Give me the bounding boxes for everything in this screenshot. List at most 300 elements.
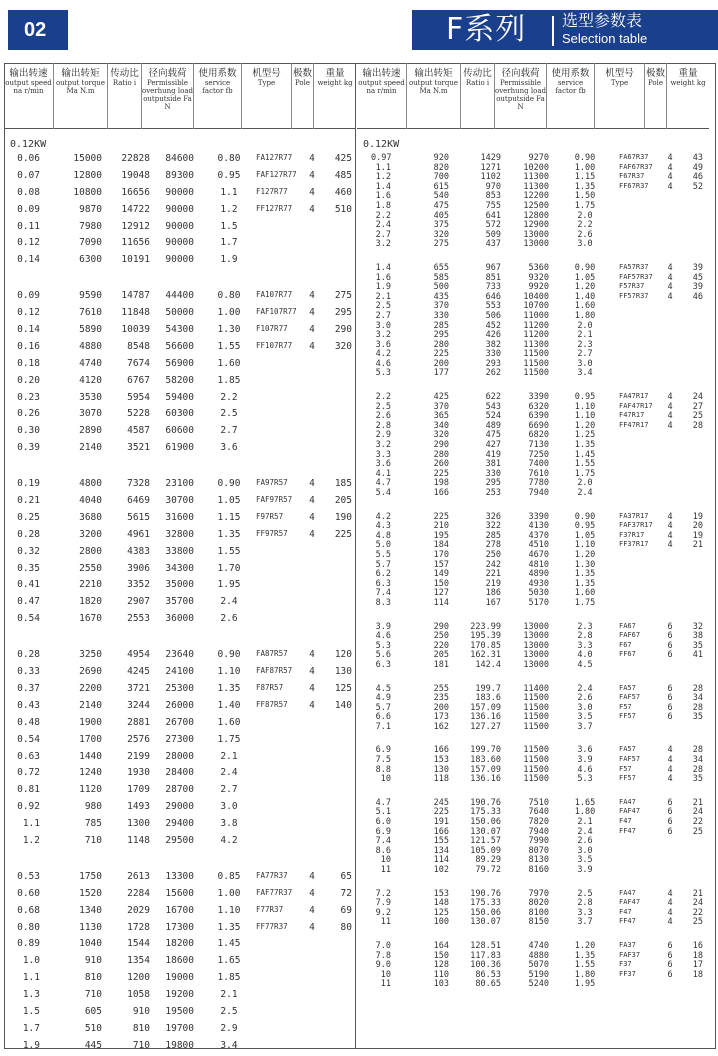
output-torque-cell: 615	[433, 181, 449, 192]
output-torque-cell: 114	[433, 597, 449, 608]
ratio-cell: 127.27	[470, 721, 501, 732]
row-group	[4, 478, 356, 630]
ratio-cell: 322	[485, 521, 501, 532]
output-speed-cell: 6.9	[375, 826, 391, 837]
pole-cell: 4	[667, 511, 673, 522]
service-factor-cell: 2.8	[577, 898, 593, 909]
ratio-cell: 1930	[127, 767, 150, 779]
pole-cell: 6	[667, 950, 673, 961]
table-row	[357, 488, 709, 498]
output-torque-cell: 1700	[79, 733, 102, 745]
output-torque-cell: 10800	[73, 186, 102, 198]
overhung-load-cell: 56900	[165, 357, 194, 369]
pole-cell: 6	[667, 797, 673, 808]
ratio-cell: 117.83	[470, 950, 501, 961]
service-factor-cell: 2.4	[220, 596, 238, 608]
output-torque-cell: 540	[433, 191, 449, 202]
overhung-load-cell: 89300	[165, 169, 194, 181]
table-row	[4, 495, 356, 512]
overhung-load-cell: 90000	[165, 254, 194, 266]
output-speed-cell: 7.5	[375, 755, 391, 766]
ratio-cell: 253	[485, 488, 501, 498]
ratio-cell: 5228	[127, 408, 150, 420]
ratio-cell: 11656	[121, 237, 150, 249]
ratio-cell: 381	[485, 459, 501, 470]
output-torque-cell: 150	[433, 578, 449, 589]
ratio-cell: 755	[485, 200, 501, 211]
service-factor-cell: 0.95	[574, 521, 596, 532]
output-torque-cell: 166	[433, 745, 449, 756]
output-torque-cell: 290	[433, 440, 449, 451]
column-header-en: Type	[610, 79, 629, 87]
output-torque-cell: 225	[433, 468, 449, 479]
ratio-cell: 130.07	[470, 826, 501, 837]
overhung-load-cell: 19700	[165, 1022, 194, 1034]
pole-cell: 4	[667, 153, 673, 163]
overhung-load-cell: 4930	[528, 578, 549, 589]
overhung-load-cell: 11000	[523, 310, 549, 321]
ratio-cell: 190.76	[470, 888, 501, 899]
pole-cell: 6	[667, 969, 673, 980]
overhung-load-cell: 23100	[165, 478, 194, 490]
table-row	[4, 835, 356, 852]
table-row	[4, 324, 356, 341]
service-factor-cell: 2.3	[577, 621, 593, 632]
table-header	[357, 63, 709, 129]
type-cell: FAF127R77	[256, 169, 297, 179]
ratio-cell: 183.60	[470, 755, 501, 766]
output-torque-cell: 198	[433, 478, 449, 489]
service-factor-cell: 2.1	[220, 989, 238, 1001]
pole-cell: 6	[667, 826, 673, 837]
table-row	[357, 469, 709, 479]
table-row	[357, 712, 709, 722]
overhung-load-cell: 11500	[523, 349, 549, 360]
service-factor-cell: 5.3	[577, 774, 593, 785]
ratio-cell: 3521	[127, 442, 150, 454]
service-factor-cell: 1.55	[574, 960, 596, 971]
output-torque-cell: 295	[433, 330, 449, 341]
type-cell: FF87R57	[256, 699, 288, 709]
output-speed-cell: 0.28	[17, 528, 40, 540]
ratio-cell: 10039	[121, 324, 150, 336]
column-header-en: output speed na r/min	[358, 79, 405, 95]
weight-cell: 49	[692, 162, 703, 173]
output-torque-cell: 170	[433, 549, 449, 560]
service-factor-cell: 3.9	[577, 755, 593, 766]
weight-cell: 32	[692, 621, 703, 632]
ratio-cell: 2199	[127, 750, 150, 762]
pole-cell: 4	[667, 888, 673, 899]
output-torque-cell: 1900	[79, 716, 102, 728]
table-row	[357, 817, 709, 827]
pole-cell: 4	[309, 528, 315, 540]
type-cell: FA47	[619, 797, 636, 806]
title-divider	[552, 16, 554, 46]
overhung-load-cell: 28000	[165, 750, 194, 762]
output-torque-cell: 285	[433, 320, 449, 331]
service-factor-cell: 1.80	[574, 969, 596, 980]
pole-cell: 4	[309, 324, 315, 336]
weight-cell: 35	[692, 712, 703, 723]
service-factor-cell: 1.5	[220, 220, 238, 232]
overhung-load-cell: 58200	[165, 374, 194, 386]
table-row	[357, 970, 709, 980]
output-speed-cell: 5.0	[375, 540, 391, 551]
column-header-cn: 径向载荷	[501, 68, 540, 79]
table-row	[357, 512, 709, 522]
weight-cell: 45	[692, 272, 703, 283]
type-cell: F37R17	[619, 530, 645, 539]
output-torque-cell: 4040	[79, 495, 102, 507]
service-factor-cell: 2.1	[577, 817, 593, 828]
weight-cell: 460	[334, 186, 352, 198]
output-speed-cell: 6.9	[375, 745, 391, 756]
table-row	[4, 784, 356, 801]
overhung-load-cell: 36000	[165, 613, 194, 625]
table-row	[357, 411, 709, 421]
output-torque-cell: 1040	[79, 938, 102, 950]
output-torque-cell: 810	[84, 972, 102, 984]
pole-cell: 4	[309, 153, 315, 164]
overhung-load-cell: 24100	[165, 666, 194, 678]
output-torque-cell: 340	[433, 420, 449, 431]
service-factor-cell: 0.90	[574, 153, 596, 163]
output-torque-cell: 2210	[79, 579, 102, 591]
output-torque-cell: 195	[433, 530, 449, 541]
weight-cell: 28	[692, 702, 703, 713]
weight-cell: 320	[334, 340, 352, 352]
service-factor-cell: 1.45	[217, 938, 241, 950]
table-row	[4, 888, 356, 905]
pole-cell: 4	[667, 907, 673, 918]
overhung-load-cell: 7940	[528, 826, 549, 837]
output-speed-cell: 1.1	[22, 818, 40, 830]
overhung-load-cell: 23640	[165, 649, 194, 661]
table-row	[4, 358, 356, 375]
pole-cell: 6	[667, 817, 673, 828]
overhung-load-cell: 90000	[165, 186, 194, 198]
service-factor-cell: 1.35	[217, 682, 241, 694]
table-row	[357, 579, 709, 589]
weight-cell: 120	[334, 649, 352, 661]
weight-cell: 21	[692, 540, 703, 551]
ratio-cell: 506	[485, 310, 501, 321]
output-torque-cell: 225	[433, 349, 449, 360]
output-torque-cell: 157	[433, 559, 449, 570]
overhung-load-cell: 7640	[528, 807, 549, 818]
output-speed-cell: 0.33	[17, 666, 40, 678]
service-factor-cell: 1.85	[217, 374, 241, 386]
ratio-cell: 14787	[121, 290, 150, 302]
service-factor-cell: 1.75	[574, 597, 596, 608]
service-factor-cell: 1.60	[574, 588, 596, 599]
service-factor-cell: 2.5	[220, 408, 238, 420]
overhung-load-cell: 6690	[528, 420, 549, 431]
type-cell: F47R17	[619, 411, 645, 420]
output-speed-cell: 4.8	[375, 530, 391, 541]
table-row	[357, 836, 709, 846]
overhung-load-cell: 8160	[528, 865, 549, 875]
output-torque-cell: 1130	[79, 921, 102, 933]
overhung-load-cell: 9270	[528, 153, 549, 163]
service-factor-cell: 4.6	[577, 764, 593, 775]
ratio-cell: 199.7	[475, 683, 501, 694]
service-factor-cell: 1.7	[220, 237, 238, 249]
column-header-en: weight kg	[670, 79, 706, 87]
table-row	[357, 201, 709, 211]
type-cell: F57	[619, 764, 632, 773]
output-torque-cell: 155	[433, 836, 449, 847]
pole-cell: 4	[309, 340, 315, 352]
ratio-cell: 7328	[127, 478, 150, 490]
table-row	[4, 478, 356, 495]
service-factor-cell: 3.3	[577, 907, 593, 918]
service-factor-cell: 2.6	[577, 693, 593, 704]
output-speed-cell: 10	[380, 774, 391, 785]
column-header-en: Pole	[647, 79, 664, 87]
type-cell: FAF107R77	[256, 307, 297, 317]
table-row	[4, 649, 356, 666]
output-speed-cell: 0.30	[17, 425, 40, 437]
output-torque-cell: 3200	[79, 528, 102, 540]
type-cell: FA67R37	[619, 153, 649, 161]
service-factor-cell: 3.0	[577, 702, 593, 713]
output-torque-cell: 785	[84, 818, 102, 830]
service-factor-cell: 1.15	[217, 511, 241, 523]
overhung-load-cell: 7780	[528, 478, 549, 489]
overhung-load-cell: 9920	[528, 282, 549, 293]
column-header	[357, 63, 407, 129]
column-header-cn: 传动比	[110, 68, 139, 79]
overhung-load-cell: 11500	[523, 764, 549, 775]
service-factor-cell: 0.90	[217, 478, 241, 490]
service-factor-cell: 4.0	[577, 650, 593, 661]
output-speed-cell: 0.12	[17, 237, 40, 249]
output-torque-cell: 225	[433, 807, 449, 818]
weight-cell: 34	[692, 755, 703, 766]
output-speed-cell: 0.21	[17, 495, 40, 507]
pole-cell: 4	[309, 921, 315, 933]
overhung-load-cell: 13000	[523, 239, 549, 250]
left-table	[4, 63, 356, 1049]
overhung-load-cell: 11500	[523, 358, 549, 369]
output-torque-cell: 280	[433, 449, 449, 460]
type-cell: F57R37	[619, 282, 645, 291]
ratio-cell: 475	[485, 430, 501, 441]
weight-cell: 510	[334, 203, 352, 215]
ratio-cell: 2613	[127, 870, 150, 882]
overhung-load-cell: 32800	[165, 528, 194, 540]
output-torque-cell: 710	[84, 834, 102, 846]
table-row	[357, 478, 709, 488]
output-torque-cell: 191	[433, 817, 449, 828]
table-row	[4, 666, 356, 683]
weight-cell: 140	[334, 699, 352, 711]
pole-cell: 4	[667, 917, 673, 928]
service-factor-cell: 1.40	[217, 699, 241, 711]
table-row	[4, 153, 356, 170]
ratio-cell: 4383	[127, 545, 150, 557]
type-cell: FAF47	[619, 807, 641, 816]
service-factor-cell: 1.60	[217, 357, 241, 369]
service-factor-cell: 1.60	[217, 716, 241, 728]
overhung-load-cell: 19200	[165, 989, 194, 1001]
output-torque-cell: 118	[433, 774, 449, 785]
weight-cell: 18	[692, 950, 703, 961]
overhung-load-cell: 11300	[523, 339, 549, 350]
column-header-cn: 输出转矩	[61, 68, 100, 79]
type-cell: FF57	[619, 774, 636, 783]
table-row	[4, 254, 356, 271]
table-row	[357, 722, 709, 732]
output-speed-cell: 1.9	[22, 1039, 40, 1051]
table-row	[357, 392, 709, 402]
service-factor-cell: 1.10	[217, 666, 241, 678]
pole-cell: 4	[309, 870, 315, 882]
output-speed-cell: 0.12	[17, 307, 40, 319]
overhung-load-cell: 54300	[165, 324, 194, 336]
overhung-load-cell: 90000	[165, 237, 194, 249]
output-torque-cell: 370	[433, 401, 449, 412]
output-speed-cell: 5.5	[375, 549, 391, 560]
ratio-cell: 426	[485, 330, 501, 341]
table-row	[357, 550, 709, 560]
output-torque-cell: 3070	[79, 408, 102, 420]
overhung-load-cell: 6320	[528, 401, 549, 412]
service-factor-cell: 1.50	[574, 191, 596, 202]
output-speed-cell: 10	[380, 969, 391, 980]
overhung-load-cell: 18200	[165, 938, 194, 950]
service-factor-cell: 0.95	[217, 169, 241, 181]
table-row	[4, 392, 356, 409]
output-torque-cell: 4800	[79, 478, 102, 490]
table-row	[357, 282, 709, 292]
row-group	[357, 263, 709, 378]
output-torque-cell: 6300	[79, 254, 102, 266]
weight-cell: 69	[340, 904, 352, 916]
column-header-cn: 重量	[325, 68, 345, 79]
table-row	[357, 917, 709, 927]
output-torque-cell: 1520	[79, 887, 102, 899]
table-row	[4, 989, 356, 1006]
output-torque-cell: 475	[433, 200, 449, 211]
service-factor-cell: 0.90	[217, 649, 241, 661]
overhung-load-cell: 35700	[165, 596, 194, 608]
table-row	[357, 641, 709, 651]
output-torque-cell: 910	[84, 955, 102, 967]
output-speed-cell: 6.6	[375, 712, 391, 723]
weight-cell: 35	[692, 640, 703, 651]
service-factor-cell: 1.55	[574, 459, 596, 470]
output-speed-cell: 0.47	[17, 596, 40, 608]
ratio-cell: 641	[485, 210, 501, 221]
service-factor-cell: 1.10	[574, 411, 596, 422]
column-header-en: Permissible overhung load outputside Fa N	[495, 79, 546, 111]
overhung-load-cell: 7970	[528, 888, 549, 899]
overhung-load-cell: 4370	[528, 530, 549, 541]
pole-cell: 4	[667, 282, 673, 293]
output-torque-cell: 3250	[79, 649, 102, 661]
overhung-load-cell: 6390	[528, 411, 549, 422]
service-factor-cell: 1.35	[574, 569, 596, 580]
output-torque-cell: 290	[433, 621, 449, 632]
ratio-cell: 186	[485, 588, 501, 599]
overhung-load-cell: 19500	[165, 1005, 194, 1017]
table-row	[357, 765, 709, 775]
overhung-load-cell: 11500	[523, 745, 549, 756]
service-factor-cell: 1.20	[574, 940, 596, 951]
overhung-load-cell: 84600	[165, 153, 194, 164]
table-row	[357, 368, 709, 378]
output-torque-cell: 2200	[79, 682, 102, 694]
pole-cell: 4	[667, 262, 673, 273]
service-factor-cell: 2.7	[220, 784, 238, 796]
ratio-cell: 150.06	[470, 817, 501, 828]
row-group	[4, 871, 356, 1056]
table-row	[357, 951, 709, 961]
ratio-cell: 183.6	[475, 693, 501, 704]
service-factor-cell: 2.7	[220, 425, 238, 437]
output-torque-cell: 255	[433, 683, 449, 694]
table-row	[4, 818, 356, 835]
ratio-cell: 157.09	[470, 702, 501, 713]
output-speed-cell: 0.14	[17, 324, 40, 336]
service-factor-cell: 1.35	[217, 528, 241, 540]
weight-cell: 485	[334, 169, 352, 181]
pole-cell: 4	[667, 530, 673, 541]
output-speed-cell: 0.48	[17, 716, 40, 728]
output-torque-cell: 2140	[79, 699, 102, 711]
table-row	[357, 531, 709, 541]
output-speed-cell: 4.2	[375, 349, 391, 360]
ratio-cell: 295	[485, 478, 501, 489]
service-factor-cell: 1.75	[574, 468, 596, 479]
service-factor-cell: 0.85	[217, 870, 241, 882]
service-factor-cell: 1.70	[217, 562, 241, 574]
column-header-cn: 极数	[292, 68, 312, 79]
output-speed-cell: 1.5	[22, 1005, 40, 1017]
overhung-load-cell: 4740	[528, 940, 549, 951]
weight-cell: 16	[692, 940, 703, 951]
ratio-cell: 524	[485, 411, 501, 422]
type-cell: FA97R57	[256, 478, 288, 488]
output-torque-cell: 260	[433, 459, 449, 470]
weight-cell: 24	[692, 807, 703, 818]
pole-cell: 4	[667, 392, 673, 403]
output-speed-cell: 0.28	[17, 649, 40, 661]
table-row	[357, 153, 709, 163]
table-row	[4, 938, 356, 955]
output-torque-cell: 250	[433, 631, 449, 642]
weight-cell: 21	[692, 797, 703, 808]
overhung-load-cell: 10700	[523, 301, 549, 312]
ratio-cell: 262	[485, 368, 501, 379]
table-row	[4, 307, 356, 324]
overhung-load-cell: 6820	[528, 430, 549, 441]
output-speed-cell: 0.26	[17, 408, 40, 420]
output-speed-cell: 0.60	[17, 887, 40, 899]
ratio-cell: 278	[485, 540, 501, 551]
service-factor-cell: 1.40	[574, 291, 596, 302]
ratio-cell: 1271	[480, 162, 501, 173]
output-torque-cell: 148	[433, 898, 449, 909]
ratio-cell: 5615	[127, 511, 150, 523]
service-factor-cell: 1.45	[574, 449, 596, 460]
ratio-cell: 157.09	[470, 764, 501, 775]
table-row	[4, 734, 356, 751]
overhung-load-cell: 11500	[523, 702, 549, 713]
